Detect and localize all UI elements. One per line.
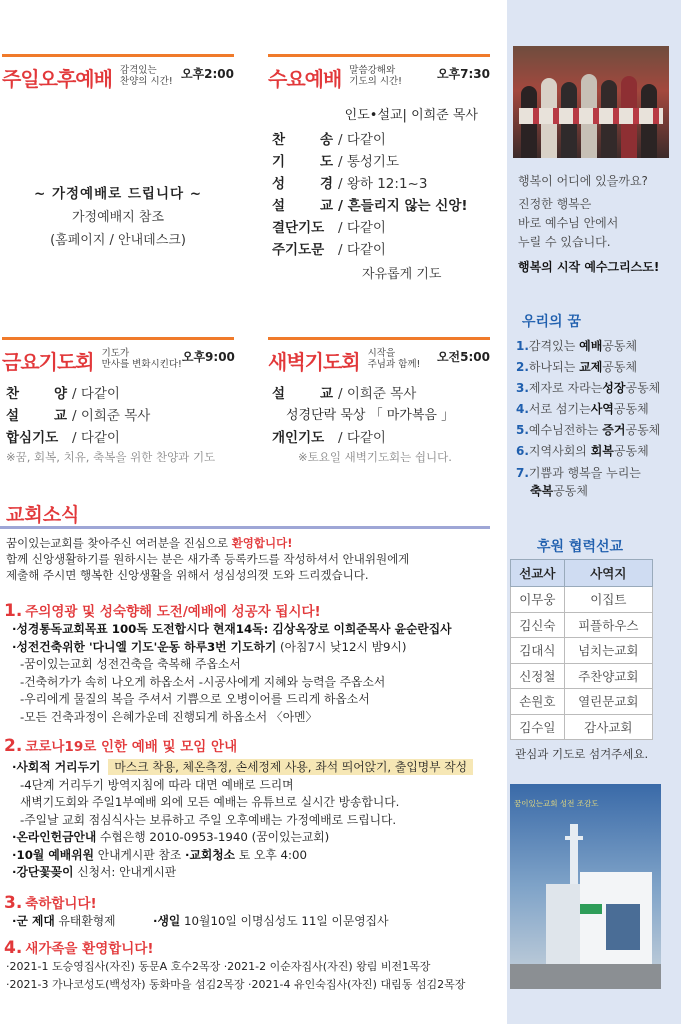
news-section-2 bbox=[4, 735, 473, 882]
news-line bbox=[4, 621, 452, 639]
row-value: / 이희준 목사 bbox=[72, 408, 151, 424]
news-section-1 bbox=[4, 600, 452, 726]
cross-bar bbox=[565, 836, 583, 840]
welcome-line-3: 제출해 주시면 행복한 신앙생활을 위해서 성심성의껏 도와 드리겠습니다. bbox=[6, 568, 369, 582]
mission-field: 이집트 bbox=[564, 587, 652, 613]
line-label: ·생일 bbox=[153, 914, 181, 928]
photo-gift-boxes bbox=[519, 108, 663, 124]
dream-number: 4. bbox=[516, 402, 529, 416]
section-heading bbox=[4, 600, 452, 621]
line-value: 토 오후 4:00 bbox=[235, 847, 308, 862]
line-label: ·성경통독교회목표 100독 도전합시다 현재14독: bbox=[12, 622, 269, 636]
section-number: 4. bbox=[4, 938, 23, 958]
wednesday-service bbox=[268, 54, 490, 282]
dawn-time: 오전5:00 bbox=[436, 350, 490, 364]
dream-number: 1. bbox=[516, 339, 529, 353]
mission-footnote: 관심과 기도로 섬겨주세요. bbox=[515, 747, 649, 761]
sunday-service bbox=[2, 54, 234, 248]
friday-time: 오후9:00 bbox=[181, 350, 235, 364]
row-key: 찬 양 bbox=[6, 386, 68, 402]
row-key: 설 교 bbox=[272, 386, 334, 402]
line-label: ·사회적 거리두기 bbox=[12, 760, 101, 774]
friday-note: ※꿈, 회복, 치유, 축복을 위한 찬양과 기도 bbox=[6, 450, 216, 464]
section-title: 새가족을 환영합니다! bbox=[25, 941, 154, 957]
wednesday-leader: 인도•설교| 이희준 목사 bbox=[344, 108, 478, 123]
dream-suffix: 공동체 bbox=[613, 444, 649, 458]
dream-keyword: 증거 bbox=[602, 423, 626, 437]
wed-row bbox=[272, 173, 490, 195]
line-value: 10월10일 이명심성도 11일 이문영집사 bbox=[180, 914, 389, 928]
dream-item bbox=[516, 462, 660, 500]
row-value: / 통성기도 bbox=[338, 154, 400, 170]
dawn-desc-1: 시작을 bbox=[367, 348, 396, 359]
dream-suffix: 공동체 bbox=[553, 484, 588, 498]
news-line: -4단계 거리두기 방역지침에 따라 대면 예배로 드리며 bbox=[20, 777, 294, 792]
render-caption: 꿈이있는교회 성전 조감도 bbox=[514, 799, 599, 808]
news-line bbox=[4, 759, 473, 777]
row-value: / 다같이 bbox=[338, 132, 386, 148]
dream-keyword: 축복 bbox=[530, 484, 554, 498]
dream-suffix: 공동체 bbox=[625, 381, 661, 395]
news-title: 교회소식 bbox=[6, 504, 80, 526]
sunday-title: 주일오후예배 bbox=[2, 67, 112, 91]
section-number: 3. bbox=[4, 893, 23, 913]
section-title: 코로나19로 인한 예배 및 모임 안내 bbox=[25, 739, 238, 755]
group-photo bbox=[513, 46, 669, 158]
fri-row bbox=[6, 405, 234, 427]
mission-title: 후원 협력선교 bbox=[537, 539, 624, 555]
happy-line: 누릴 수 있습니다. bbox=[518, 235, 611, 249]
news-line bbox=[4, 864, 473, 882]
missionary-name: 김신숙 bbox=[511, 612, 565, 638]
dream-text: 제자로 자라는 bbox=[528, 381, 603, 395]
dream-list bbox=[516, 336, 660, 500]
news-line bbox=[4, 639, 452, 657]
mission-row bbox=[511, 587, 653, 613]
wednesday-desc bbox=[349, 65, 402, 87]
news-line: -건축허가가 속히 나오게 하옵소서 -시공사에게 지혜와 능력을 주옵소서 bbox=[20, 674, 386, 689]
building-illustration bbox=[510, 784, 661, 989]
sunday-sub-1: 가정예배지 참조 bbox=[71, 210, 165, 225]
row-key: 기 도 bbox=[272, 154, 334, 170]
fri-row bbox=[6, 427, 234, 449]
row-value: / 다같이 bbox=[338, 220, 386, 236]
line-label: ·교회청소 bbox=[185, 847, 236, 862]
building-sign bbox=[580, 904, 602, 914]
row-key: 설 교 bbox=[6, 408, 68, 424]
news-line bbox=[4, 847, 473, 865]
dream-item bbox=[516, 357, 660, 378]
building-windows bbox=[606, 904, 640, 950]
wed-row bbox=[272, 129, 490, 151]
mission-row bbox=[511, 612, 653, 638]
mission-field: 넘치는교회 bbox=[564, 638, 652, 664]
mission-header: 선교사 bbox=[511, 560, 565, 587]
dream-item bbox=[516, 420, 660, 441]
church-building-render bbox=[510, 784, 661, 989]
cross-tower bbox=[570, 824, 578, 894]
row-value: / 이희준 목사 bbox=[338, 386, 417, 402]
news-line: -주일날 교회 점심식사는 보류하고 주일 오후예배는 가정예배로 드립니다. bbox=[20, 812, 397, 827]
row-key: 개인기도 bbox=[272, 430, 325, 446]
news-section-3 bbox=[4, 892, 388, 931]
dream-text: 감격있는 bbox=[528, 339, 580, 353]
mission-header: 사역지 bbox=[564, 560, 652, 587]
happy-line: 바로 예수님 안에서 bbox=[518, 216, 619, 230]
dream-text: 하나되는 bbox=[528, 360, 580, 374]
dream-text: 서로 섬기는 bbox=[528, 402, 591, 416]
section-title: 주의영광 및 성숙향해 도전/예배에 성공자 됩시다! bbox=[25, 604, 321, 620]
mission-row bbox=[511, 638, 653, 664]
dream-number: 7. bbox=[516, 466, 529, 480]
dream-item bbox=[516, 441, 660, 462]
missionary-name: 손원호 bbox=[511, 689, 565, 715]
news-line: -꿈이있는교회 성전건축을 축복해 주옵소서 bbox=[20, 657, 241, 671]
mission-field: 감사교회 bbox=[564, 714, 652, 740]
friday-desc bbox=[102, 348, 182, 370]
mission-field: 열린문교회 bbox=[564, 689, 652, 715]
dream-text: 예수님전하는 bbox=[528, 423, 603, 437]
wednesday-desc-1: 말씀강해와 bbox=[349, 65, 396, 76]
mission-field: 주찬양교회 bbox=[564, 663, 652, 689]
welcome-highlight: 환영합니다! bbox=[231, 536, 293, 550]
sunday-desc-1: 감격있는 bbox=[119, 65, 157, 76]
line-value: 신청서: 안내게시판 bbox=[73, 865, 177, 879]
street bbox=[510, 964, 661, 989]
dawn-desc-2: 주님과 함께! bbox=[367, 359, 421, 370]
line-value: 안내게시판 참조 bbox=[93, 847, 186, 862]
dream-number: 5. bbox=[516, 423, 529, 437]
missionary-name: 신정철 bbox=[511, 663, 565, 689]
line-value: 김상옥장로 이희준목사 윤순란집사 bbox=[268, 622, 452, 636]
missionary-name: 김대식 bbox=[511, 638, 565, 664]
dream-text: 기쁨과 행복을 누리는 bbox=[528, 466, 641, 480]
dream-keyword: 회복 bbox=[590, 444, 614, 458]
mission-header-row bbox=[511, 560, 653, 587]
row-key: 합심기도 bbox=[6, 430, 59, 446]
dream-suffix: 공동체 bbox=[602, 360, 638, 374]
news-line bbox=[4, 829, 473, 847]
wed-row bbox=[272, 217, 490, 239]
line-label: ·10월 예배위원 bbox=[12, 847, 94, 862]
section-heading bbox=[4, 892, 388, 913]
dream-suffix: 공동체 bbox=[625, 423, 661, 437]
friday-title: 금요기도회 bbox=[2, 350, 94, 374]
dream-keyword: 교제 bbox=[579, 360, 603, 374]
dawn-qt: 성경단락 묵상 「 마가복음 」 bbox=[286, 408, 455, 423]
line-label: ·성전건축위한 '다니엘 기도'운동 하루3번 기도하기 bbox=[12, 639, 277, 654]
wednesday-title: 수요예배 bbox=[268, 67, 342, 91]
wed-row bbox=[272, 151, 490, 173]
dream-suffix: 공동체 bbox=[602, 339, 638, 353]
fri-row bbox=[6, 383, 234, 405]
building-left bbox=[546, 884, 580, 964]
wednesday-time: 오후7:30 bbox=[436, 67, 490, 81]
line-label: ·온라인헌금안내 bbox=[12, 830, 97, 844]
dawn-service bbox=[268, 337, 490, 465]
wed-row bbox=[272, 195, 490, 217]
happy-line: 행복이 어디에 있을까요? bbox=[518, 174, 648, 188]
section-heading bbox=[4, 937, 465, 958]
row-value: / 다같이 bbox=[72, 430, 120, 446]
dream-suffix: 공동체 bbox=[613, 402, 649, 416]
happiness-text bbox=[518, 172, 659, 277]
dream-item bbox=[516, 336, 660, 357]
row-key: 설 교 bbox=[272, 198, 334, 214]
dream-number: 6. bbox=[516, 444, 529, 458]
wed-row bbox=[272, 239, 490, 261]
dream-keyword: 성장 bbox=[602, 381, 626, 395]
row-key: 성 경 bbox=[272, 176, 334, 192]
line-label: ·군 제대 bbox=[12, 914, 55, 928]
wednesday-desc-2: 기도의 시간! bbox=[349, 76, 402, 87]
news-line: ·2021-3 가나코성도(백성자) 동화마을 섬김2목장 ·2021-4 유인숙집사(자진) 대림동 섬김2목장 bbox=[6, 977, 466, 991]
row-key: 찬 송 bbox=[272, 132, 334, 148]
wednesday-free-prayer: 자유롭게 기도 bbox=[362, 267, 442, 282]
dream-keyword: 사역 bbox=[590, 402, 614, 416]
friday-desc-1: 기도가 bbox=[101, 348, 130, 359]
mission-row bbox=[511, 689, 653, 715]
dawn-row bbox=[272, 383, 490, 405]
dream-number: 2. bbox=[516, 360, 529, 374]
dream-item bbox=[516, 378, 660, 399]
line-label: ·강단꽃꽂이 bbox=[12, 865, 74, 879]
dream-item bbox=[516, 399, 660, 420]
sunday-desc bbox=[120, 65, 173, 87]
sunday-message: ~ 가정예배로 드립니다 ~ bbox=[33, 186, 203, 202]
welcome-line-2: 함께 신앙생활하기를 원하시는 분은 새가족 등록카드를 작성하셔서 안내위원에게 bbox=[6, 552, 410, 566]
news-line: ·2021-1 도승영집사(자진) 동문A 호수2목장 ·2021-2 이순자집사(자진) 왕림 비전1목장 bbox=[6, 960, 431, 973]
sunday-desc-2: 찬양의 시간! bbox=[119, 76, 173, 87]
covid-rules-tag: 마스크 착용, 체온측정, 손세정제 사용, 좌석 띄어앉기, 출입명부 작성 bbox=[108, 759, 473, 775]
sunday-time: 오후2:00 bbox=[180, 67, 234, 81]
dream-text: 지역사회의 bbox=[528, 444, 591, 458]
welcome-message bbox=[6, 535, 506, 583]
line-value: 유태환형제 bbox=[54, 914, 154, 928]
row-value: / 다같이 bbox=[338, 242, 386, 258]
news-line: -우리에게 물질의 복을 주셔서 기쁨으로 오병이어를 드리게 하옵소서 bbox=[20, 692, 370, 706]
dawn-desc bbox=[368, 348, 421, 370]
happy-line: 진정한 행복은 bbox=[518, 197, 592, 211]
friday-service bbox=[2, 337, 234, 465]
dawn-title: 새벽기도회 bbox=[268, 350, 360, 374]
mission-row bbox=[511, 663, 653, 689]
welcome-line-1: 꿈이있는교회를 찾아주신 여러분을 진심으로 bbox=[6, 536, 232, 550]
news-line: 새벽기도회와 주일1부예배 외에 모든 예배는 유튜브로 실시간 방송합니다. bbox=[20, 795, 400, 809]
line-value: (아침7시 낮12시 밤9시) bbox=[276, 639, 407, 654]
dream-number: 3. bbox=[516, 381, 529, 395]
news-line bbox=[4, 913, 388, 931]
mission-field: 피플하우스 bbox=[564, 612, 652, 638]
happy-slogan: 행복의 시작 예수그리스도! bbox=[518, 260, 660, 274]
section-title: 축하합니다! bbox=[25, 896, 97, 912]
dream-keyword: 예배 bbox=[579, 339, 603, 353]
row-key: 주기도문 bbox=[272, 242, 325, 258]
dream-title: 우리의 꿈 bbox=[522, 314, 581, 330]
news-line: -모든 건축과정이 은혜가운데 진행되게 하옵소서 〈아멘〉 bbox=[20, 709, 318, 724]
news-divider bbox=[0, 526, 490, 529]
mission-row bbox=[511, 714, 653, 740]
row-key: 결단기도 bbox=[272, 220, 325, 236]
row-value: / 다같이 bbox=[72, 386, 120, 402]
mission-table bbox=[510, 559, 653, 740]
news-section-4 bbox=[4, 937, 465, 993]
section-number: 1. bbox=[4, 601, 23, 621]
missionary-name: 이무웅 bbox=[511, 587, 565, 613]
row-value: / 왕하 12:1~3 bbox=[338, 176, 428, 192]
row-value: / 다같이 bbox=[338, 430, 386, 446]
section-number: 2. bbox=[4, 736, 23, 756]
row-value: / 흔들리지 않는 신앙! bbox=[338, 198, 468, 214]
friday-desc-2: 만사를 변화시킨다! bbox=[101, 359, 182, 370]
section-heading bbox=[4, 735, 473, 756]
missionary-name: 김수일 bbox=[511, 714, 565, 740]
sunday-sub-2: (홈페이지 / 안내데스크) bbox=[50, 233, 186, 248]
dawn-row bbox=[272, 427, 490, 449]
line-value: 수협은행 2010-0953-1940 (꿈이있는교회) bbox=[96, 830, 330, 844]
dawn-note: ※토요일 새벽기도회는 쉽니다. bbox=[298, 450, 452, 464]
